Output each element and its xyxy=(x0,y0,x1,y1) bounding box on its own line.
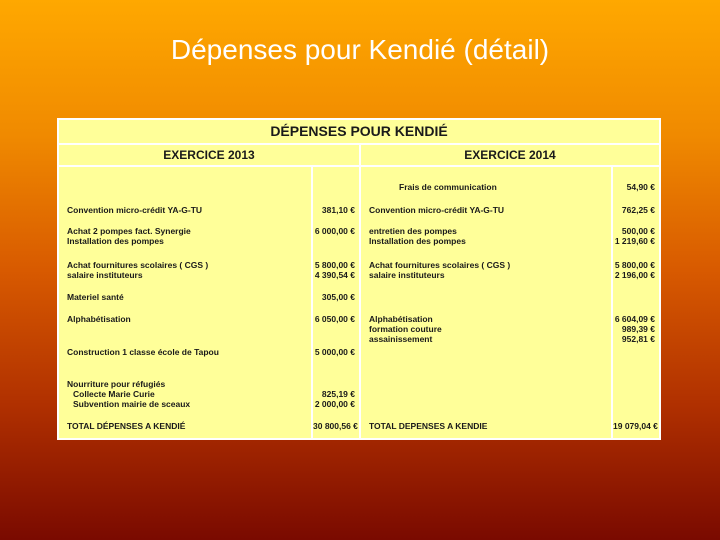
label-2014-salaries: salaire instituteurs xyxy=(369,270,445,280)
label-2014-communication: Frais de communication xyxy=(399,182,497,192)
label-2014-sewing: formation couture xyxy=(369,324,442,334)
amount-2014-communication: 54,90 € xyxy=(626,182,655,192)
label-2013-literacy: Alphabétisation xyxy=(67,314,131,324)
label-2014-sanitation: assainissement xyxy=(369,334,433,344)
label-2013-marie-curie: Collecte Marie Curie xyxy=(73,389,155,399)
amount-2013-supplies: 5 800,00 € xyxy=(314,260,355,270)
column-divider-center xyxy=(359,145,361,438)
label-2013-supplies: Achat fournitures scolaires ( CGS ) xyxy=(67,260,209,270)
label-2014-pump-maintenance: entretien des pompes xyxy=(369,226,457,236)
table-title: DÉPENSES POUR KENDIÉ xyxy=(59,120,659,145)
label-2014-total: TOTAL DEPENSES A KENDIE xyxy=(369,421,488,431)
amount-2013-salaries: 4 390,54 € xyxy=(314,270,355,280)
amount-2013-total: 30 800,56 € xyxy=(313,421,358,431)
amount-2013-construction: 5 000,00 € xyxy=(314,347,355,357)
amount-2014-salaries: 2 196,00 € xyxy=(614,270,655,280)
amount-2014-pump-install: 1 219,60 € xyxy=(614,236,655,246)
expenses-table xyxy=(57,118,661,440)
label-2014-pump-install: Installation des pompes xyxy=(369,236,466,246)
amount-2014-pump-maintenance: 500,00 € xyxy=(621,226,655,236)
label-2013-refugee-food: Nourriture pour réfugiés xyxy=(67,379,166,389)
amount-2013-literacy: 6 050,00 € xyxy=(314,314,355,324)
amount-2014-sanitation: 952,81 € xyxy=(621,334,655,344)
year-2013-header: EXERCICE 2013 xyxy=(59,145,359,167)
amount-2014-total: 19 079,04 € xyxy=(613,421,658,431)
label-2014-microcredit: Convention micro-crédit YA-G-TU xyxy=(369,205,505,215)
label-2013-construction: Construction 1 classe école de Tapou xyxy=(67,347,219,357)
amount-2013-microcredit: 381,10 € xyxy=(321,205,355,215)
label-2013-salaries: salaire instituteurs xyxy=(67,270,143,280)
amount-2014-supplies: 5 800,00 € xyxy=(614,260,655,270)
amount-2014-sewing: 989,39 € xyxy=(621,324,655,334)
year-2014-header: EXERCICE 2014 xyxy=(361,145,659,167)
amount-2014-literacy: 6 604,09 € xyxy=(614,314,655,324)
label-2013-total: TOTAL DÉPENSES A KENDIÉ xyxy=(67,421,186,431)
amount-2013-marie-curie: 825,19 € xyxy=(321,389,355,399)
amount-2013-sceaux-grant: 2 000,00 € xyxy=(314,399,355,409)
label-2013-health: Materiel santé xyxy=(67,292,124,302)
label-2013-sceaux-grant: Subvention mairie de sceaux xyxy=(73,399,191,409)
label-2013-pumps: Achat 2 pompes fact. Synergie xyxy=(67,226,191,236)
label-2013-pump-install: Installation des pompes xyxy=(67,236,164,246)
amount-2013-health: 305,00 € xyxy=(321,292,355,302)
amount-2014-microcredit: 762,25 € xyxy=(621,205,655,215)
label-2014-supplies: Achat fournitures scolaires ( CGS ) xyxy=(369,260,511,270)
label-2014-literacy: Alphabétisation xyxy=(369,314,433,324)
label-2013-microcredit: Convention micro-crédit YA-G-TU xyxy=(67,205,203,215)
amount-2013-pumps: 6 000,00 € xyxy=(314,226,355,236)
slide-title: Dépenses pour Kendié (détail) xyxy=(170,34,550,65)
